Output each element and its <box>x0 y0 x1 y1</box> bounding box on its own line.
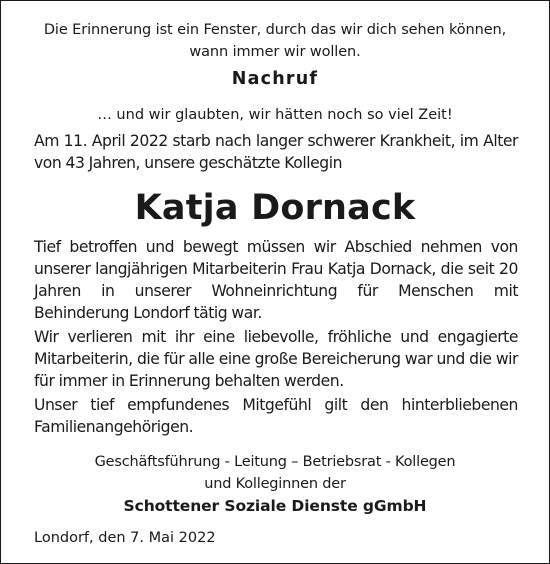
body-paragraph-3: Unser tief empfundenes Mitgefühl gilt den hinterbliebenen Familienangehörigen. <box>34 396 518 436</box>
place-date-line: Londorf, den 7. Mai 2022 <box>34 530 216 546</box>
notice-heading: Nachruf <box>231 69 319 89</box>
opening-quote-line-2: wann immer wir wollen. <box>189 44 361 60</box>
company-name: Schottener Soziale Dienste gGmbH <box>123 497 427 515</box>
sub-quote: … und wir glaubten, wir hätten noch so viel Zeit! <box>97 107 453 123</box>
senders-line-2: und Kolleginnen der <box>204 476 346 492</box>
senders-line-1: Geschäftsführung - Leitung – Betriebsrat - Kollegen <box>94 454 456 470</box>
senders-block <box>11 451 539 495</box>
body-paragraph-1: Tief betroffen und bewegt müssen wir Abschied nehmen von unserer langjährigen Mitarbeiterin Frau Katja Dornack, die seit 20 Jahren in unserer Wohneinrichtung für Menschen mit Behinderung Londorf tätig war. <box>34 238 518 322</box>
intro-paragraph: Am 11. April 2022 starb nach langer schwerer Krankheit, im Alter von 43 Jahren, unsere geschätzte Kollegin <box>34 132 518 172</box>
opening-quote-line-1: Die Erinnerung ist ein Fenster, durch das wir dich sehen können, <box>43 22 507 38</box>
body-paragraph-2: Wir verlieren mit ihr eine liebevolle, fröhliche und engagierte Mitarbeiterin, die für alle eine große Bereicherung war und die wir für immer in Erinnerung behalten werden. <box>34 328 518 390</box>
deceased-name: Katja Dornack <box>134 188 416 228</box>
opening-quote <box>11 19 539 63</box>
